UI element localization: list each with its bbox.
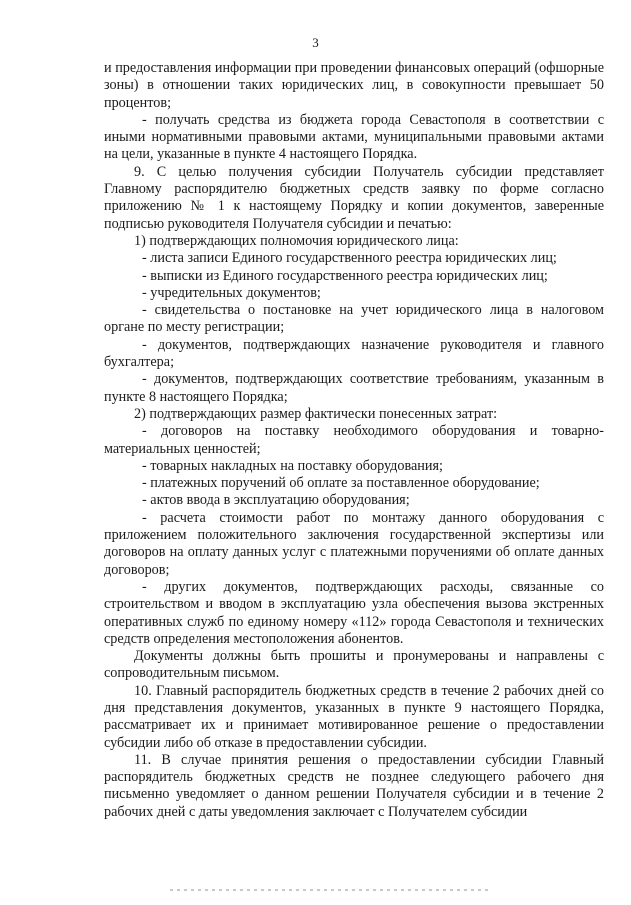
paragraph-list-item: - актов ввода в эксплуатацию оборудования; bbox=[142, 492, 410, 509]
page-number: 3 bbox=[312, 35, 319, 50]
paragraph-list-item: - свидетельства о постановке на учет юридического лица в налоговом органе по месту регистрации; bbox=[104, 302, 604, 336]
paragraph-list-item: - учредительных документов; bbox=[142, 284, 321, 301]
paragraph-list-item: - платежных поручений об оплате за поставленное оборудование; bbox=[142, 475, 540, 492]
document-body bbox=[104, 60, 604, 821]
paragraph-list-item: - получать средства из бюджета города Севастополя в соответствии с иными нормативными правовыми актами, муниципальными правовыми актами на цели, указанные в пункте 4 настоящего Порядка. bbox=[104, 111, 604, 163]
paragraph-subclause-2: 2) подтверждающих размер фактически понесенных затрат: bbox=[134, 405, 498, 422]
paragraph-list-item: - других документов, подтверждающих расходы, связанные со строительством и вводом в эксплуатацию узла обеспечения вызова экстренных оперативных служб по единому номеру «112» города Севастополя и технических средств определения местоположения абонентов. bbox=[104, 578, 604, 647]
paragraph-list-item: - выписки из Единого государственного реестра юридических лиц; bbox=[142, 267, 548, 284]
paragraph-list-item: - товарных накладных на поставку оборудования; bbox=[142, 457, 443, 474]
paragraph-list-item: - листа записи Единого государственного реестра юридических лиц; bbox=[142, 250, 557, 267]
paragraph-subclause-1: 1) подтверждающих полномочия юридического лица: bbox=[134, 232, 459, 249]
paragraph-clause-10: 10. Главный распорядитель бюджетных средств в течение 2 рабочих дней со дня представления документов, указанных в пункте 9 настоящего Порядка, рассматривает их и принимает мотивированное решение о предоставлении субсидии либо об отказе в предоставлении субсидии. bbox=[104, 682, 604, 751]
paragraph-list-item: - документов, подтверждающих назначение руководителя и главного бухгалтера; bbox=[104, 336, 604, 371]
footer-divider bbox=[170, 889, 490, 891]
paragraph-list-item: - документов, подтверждающих соответствие требованиям, указанным в пункте 8 настоящего Порядка; bbox=[104, 371, 604, 405]
paragraph-clause-11: 11. В случае принятия решения о предоставлении субсидии Главный распорядитель бюджетных средств не позднее следующего рабочего дня письменно уведомляет о данном решении Получателя субсидии и в течение 2 рабочих дней с даты уведомления заключает с Получателем субсидии bbox=[104, 751, 604, 820]
paragraph-list-item: - расчета стоимости работ по монтажу данного оборудования с приложением положительного заключения государственной экспертизы или договоров на оплату данных услуг с платежными поручениями об оплате данных договоров; bbox=[104, 509, 604, 578]
paragraph-continuation: и предоставления информации при проведении финансовых операций (офшорные зоны) в отношении таких юридических лиц, в совокупности превышает 50 процентов; bbox=[104, 60, 604, 111]
paragraph-clause-9: 9. С целью получения субсидии Получатель субсидии представляет Главному распорядителю бюджетных средств заявку по форме согласно приложению № 1 к настоящему Порядку и копии документов, заверенные подписью руководителя Получателя субсидии и печатью: bbox=[104, 163, 604, 232]
paragraph-list-item: - договоров на поставку необходимого оборудования и товарно-материальных ценностей; bbox=[104, 423, 604, 457]
paragraph-documents-note: Документы должны быть прошиты и пронумерованы и направлены с сопроводительным письмом. bbox=[104, 648, 604, 682]
